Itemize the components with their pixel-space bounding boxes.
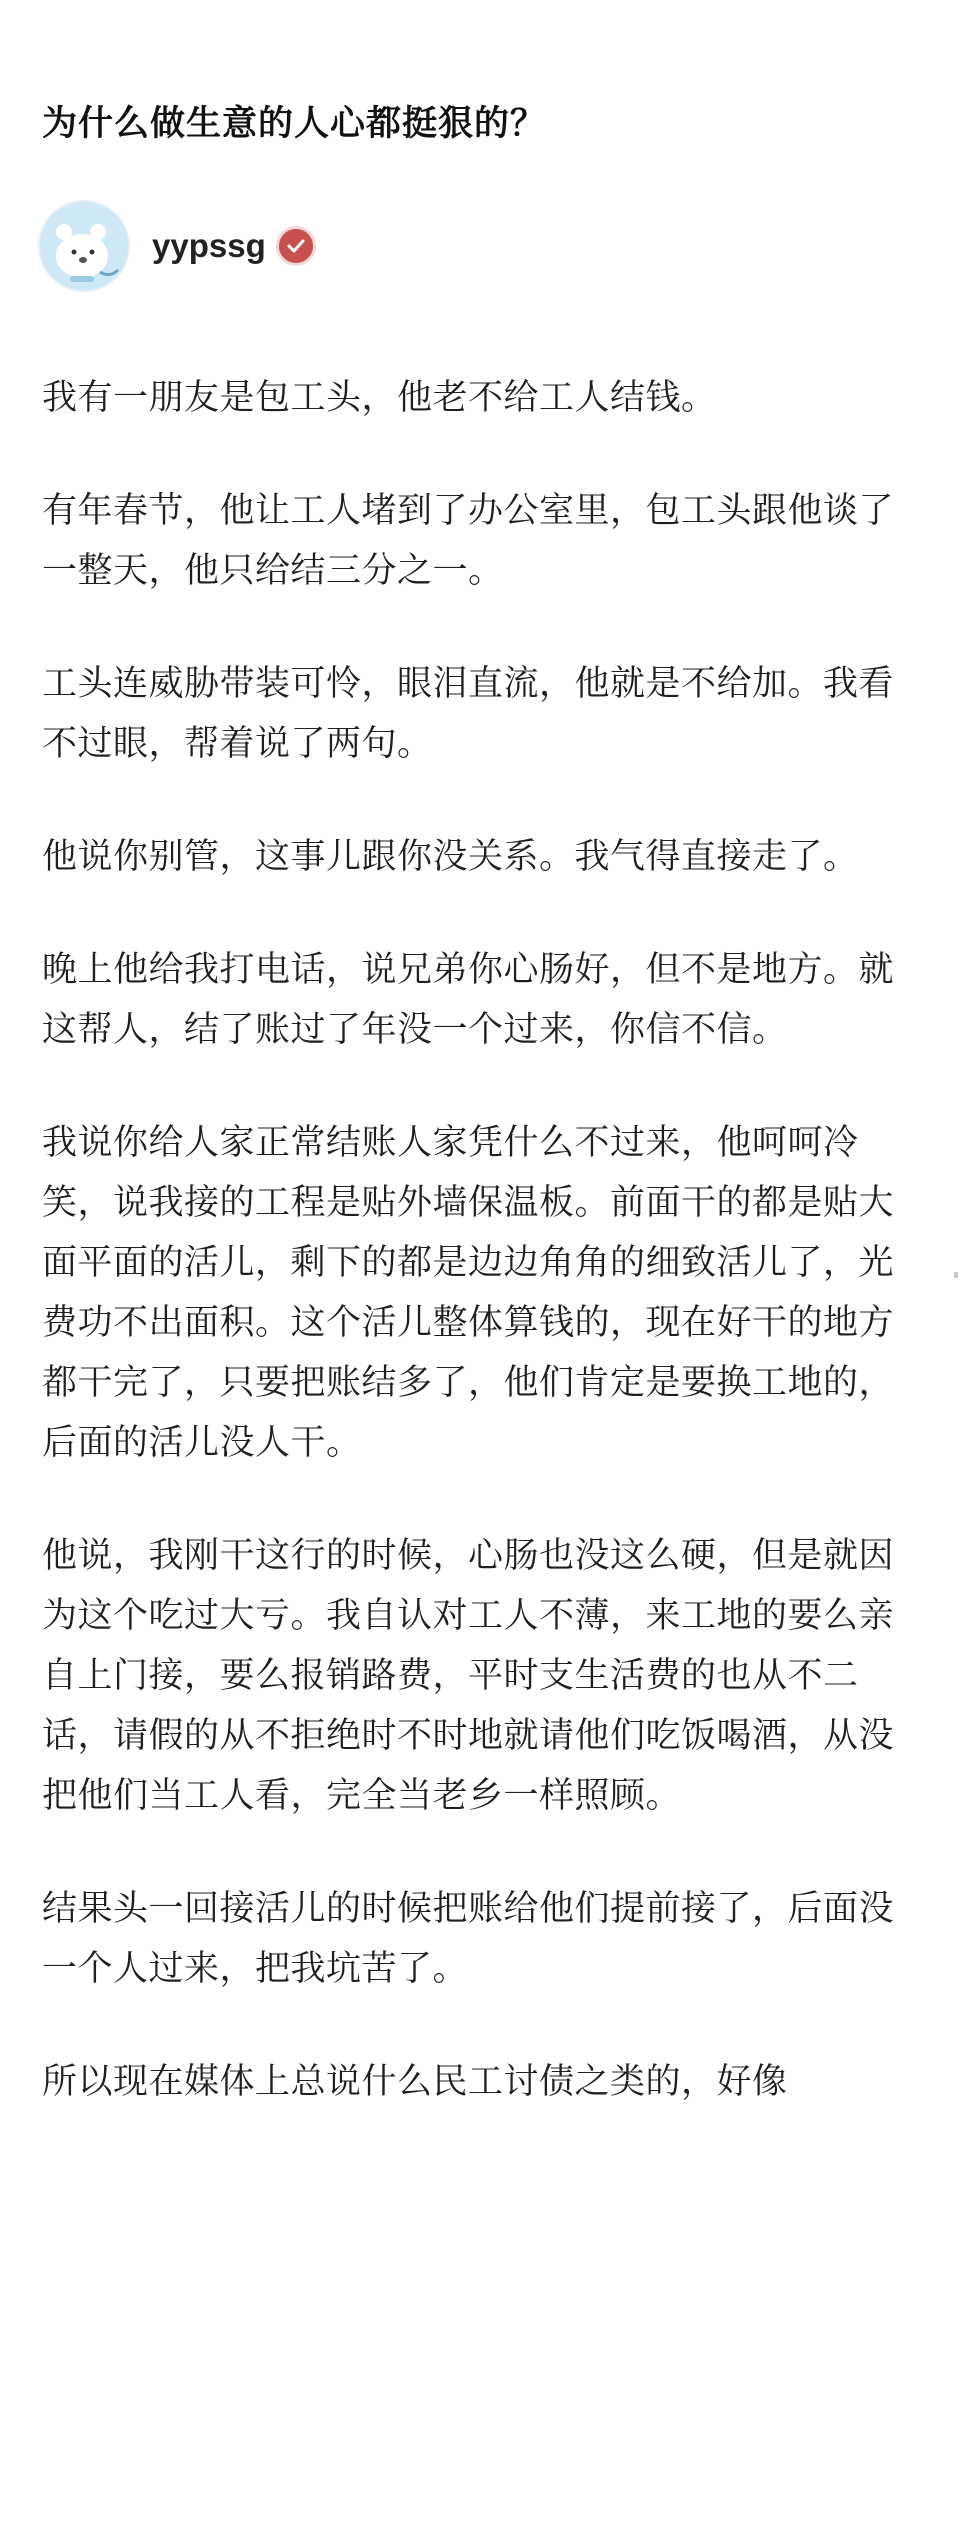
answer-paragraph: 我有一朋友是包工头，他老不给工人结钱。: [42, 378, 717, 418]
answer-paragraph: 晚上他给我打电话，说兄弟你心肠好，但不是地方。就这帮人，结了账过了年没一个过来，你信不信。: [42, 950, 895, 1050]
bear-avatar-icon[interactable]: [38, 200, 130, 292]
avatar-graphic: [40, 202, 130, 292]
author-name[interactable]: yypssg: [152, 227, 266, 264]
answer-paragraph: 他说你别管，这事儿跟你没关系。我气得直接走了。: [42, 837, 859, 877]
answer-paragraph: 结果头一回接活儿的时候把账给他们提前接了，后面没一个人过来，把我坑苦了。: [42, 1889, 895, 1989]
answer-paragraph: 我说你给人家正常结账人家凭什么不过来，他呵呵冷笑，说我接的工程是贴外墙保温板。前面干的都是贴大面平面的活儿，剩下的都是边边角角的细致活儿了，光费功不出面积。这个活儿整体算钱的，现在好干的地方都干完了，只要把账结多了，他们肯定是要换工地的，后面的活儿没人干。: [42, 1123, 895, 1463]
question-title[interactable]: 为什么做生意的人心都挺狠的？: [42, 104, 547, 144]
author-row[interactable]: [38, 198, 316, 294]
scrollbar[interactable]: [954, 1272, 958, 1278]
answer-paragraph: 工头连威胁带装可怜，眼泪直流，他就是不给加。我看不过眼，帮着说了两句。: [42, 664, 895, 764]
answer-paragraph: 有年春节，他让工人堵到了办公室里，包工头跟他谈了一整天，他只给结三分之一。: [42, 491, 895, 591]
check-mark: [285, 235, 307, 257]
answer-paragraph: 所以现在媒体上总说什么民工讨债之类的，好像: [42, 2062, 788, 2102]
verified-check-icon: [276, 226, 316, 266]
answer-paragraph: 他说，我刚干这行的时候，心肠也没这么硬，但是就因为这个吃过大亏。我自认对工人不薄，来工地的要么亲自上门接，要么报销路费，平时支生活费的也从不二话，请假的从不拒绝时不时地就请他们吃饭喝酒，从没把他们当工人看，完全当老乡一样照顾。: [42, 1536, 895, 1816]
answer-content: [42, 368, 904, 2165]
